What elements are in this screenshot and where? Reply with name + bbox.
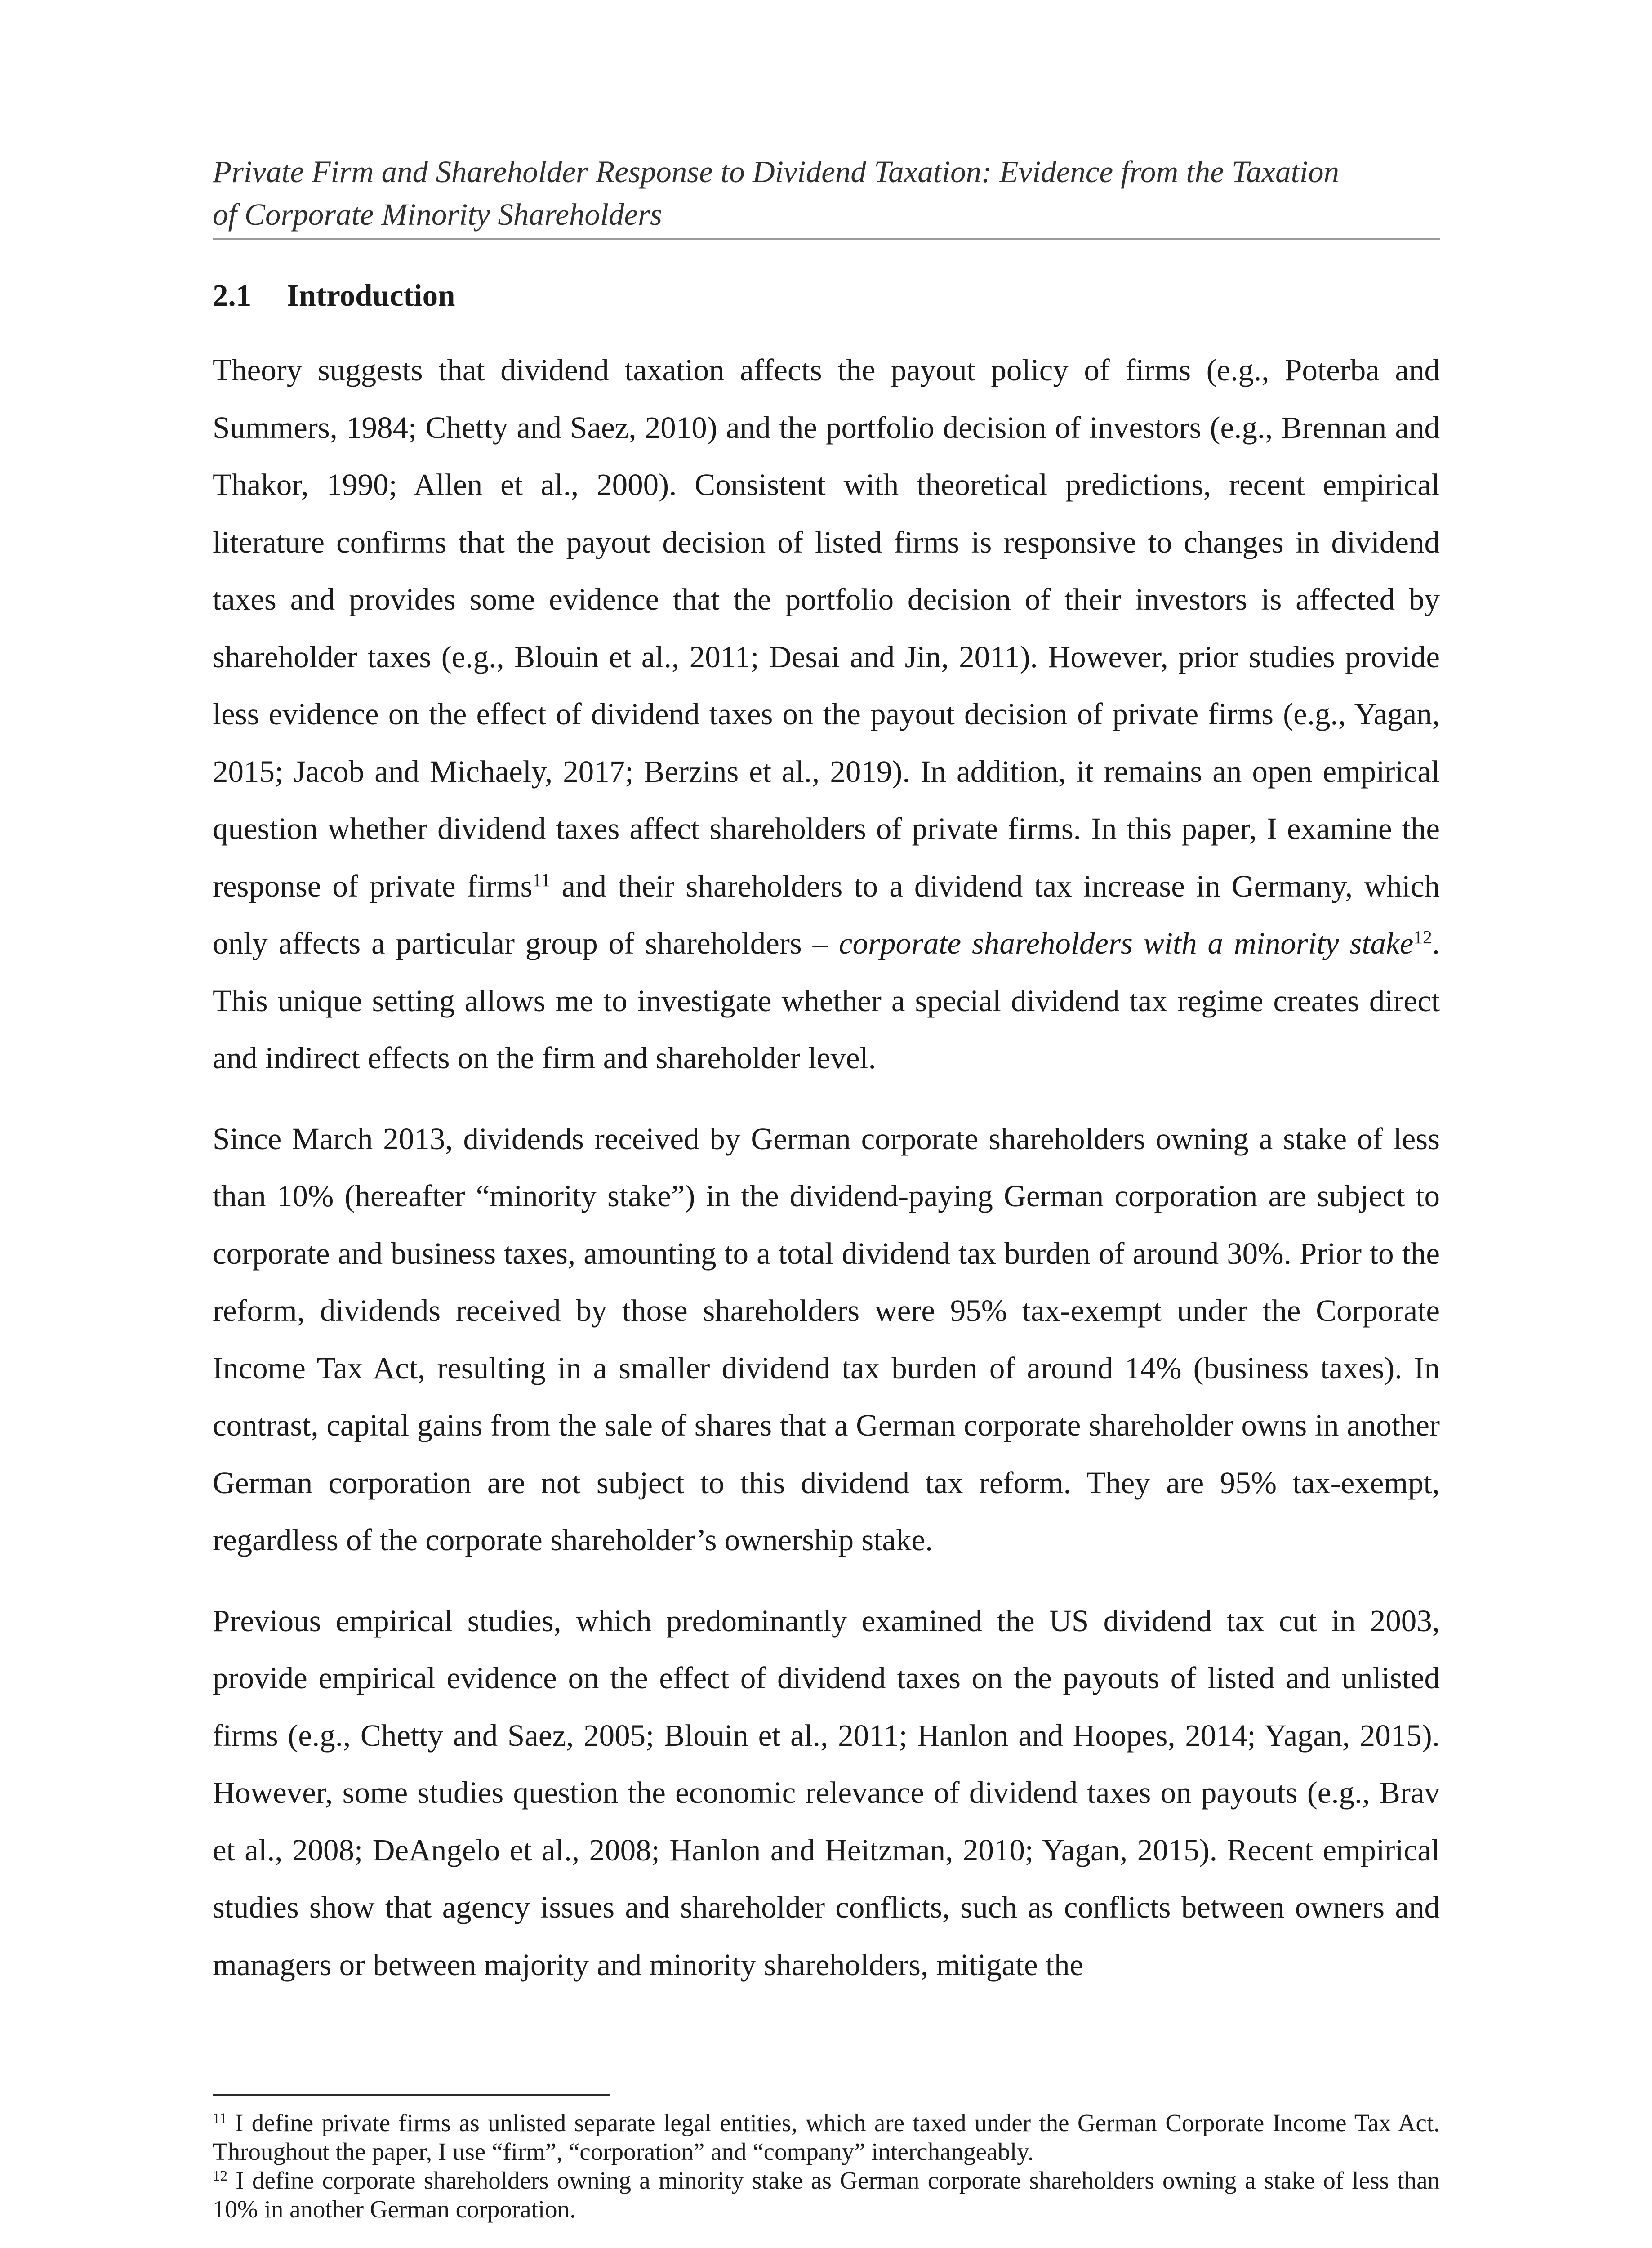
section-title: Introduction xyxy=(287,278,455,312)
paragraph-1-part-c: . This unique setting allows me to investigate whether a special dividend tax regime creates direct and indirect effects on the firm and shareholder level. xyxy=(213,926,1440,1075)
running-header-line-1: Private Firm and Shareholder Response to Dividend Taxation: Evidence from the Taxation xyxy=(213,155,1340,189)
footnote-11 xyxy=(213,2109,1440,2166)
footnote-divider xyxy=(213,2094,610,2096)
footnote-11-text: I define private firms as unlisted separate legal entities, which are taxed under the German Corporate Income Tax Act. Throughout the paper, I use “firm”, “corporation” and “company” interchangeably. xyxy=(213,2109,1440,2165)
paragraph-3: Previous empirical studies, which predominantly examined the US dividend tax cut in 2003, provide empirical evidence on the effect of dividend taxes on the payouts of listed and unlisted firms (e.g., Chetty and Saez, 2005; Blouin et al., 2011; Hanlon and Hoopes, 2014; Yagan, 2015). However, some studies question the economic relevance of dividend taxes on payouts (e.g., Brav et al., 2008; DeAngelo et al., 2008; Hanlon and Heitzman, 2010; Yagan, 2015). Recent empirical studies show that agency issues and shareholder conflicts, such as conflicts between owners and managers or between majority and minority shareholders, mitigate the xyxy=(213,1603,1440,1982)
section-number: 2.1 xyxy=(213,278,252,312)
paragraph-1-part-b: and their shareholders to a dividend tax increase in Germany, which only affects a particular group of shareholders – xyxy=(213,869,1440,960)
footnote-12-text: I define corporate shareholders owning a minority stake as German corporate shareholders owning a stake of less than 10% in another German corporation. xyxy=(213,2167,1440,2223)
body-text xyxy=(213,342,1440,2017)
running-header xyxy=(213,151,1440,236)
paragraph-2: Since March 2013, dividends received by German corporate shareholders owning a stake of less than 10% (hereafter “minority stake”) in the dividend-paying German corporation are subject to corporate and business taxes, amounting to a total dividend tax burden of around 30%. Prior to the reform, dividends received by those shareholders were 95% tax-exempt under the Corporate Income Tax Act, resulting in a smaller dividend tax burden of around 14% (business taxes). In contrast, capital gains from the sale of shares that a German corporate shareholder owns in another German corporation are not subject to this dividend tax reform. They are 95% tax-exempt, regardless of the corporate shareholder’s ownership stake. xyxy=(213,1121,1440,1557)
footnote-mark-11: 11 xyxy=(213,2110,227,2127)
footnotes xyxy=(213,2109,1440,2224)
paragraph-1-italic-term: corporate shareholders with a minority stake xyxy=(839,926,1414,960)
running-header-line-2: of Corporate Minority Shareholders xyxy=(213,197,662,232)
section-heading xyxy=(213,275,455,316)
paragraph-1 xyxy=(213,342,1440,1087)
header-divider xyxy=(213,238,1440,240)
footnote-12 xyxy=(213,2166,1440,2224)
footnote-ref-11[interactable]: 11 xyxy=(532,869,551,890)
footnote-mark-12: 12 xyxy=(213,2168,227,2184)
paragraph-1-part-a: Theory suggests that dividend taxation affects the payout policy of firms (e.g., Poterba and Summers, 1984; Chetty and Saez, 2010) and the portfolio decision of investors (e.g., Brennan and Thakor, 1990; Allen et al., 2000). Consistent with theoretical predictions, recent empirical literature confirms that the payout decision of listed firms is responsive to changes in dividend taxes and provides some evidence that the portfolio decision of their investors is affected by shareholder taxes (e.g., Blouin et al., 2011; Desai and Jin, 2011). However, prior studies provide less evidence on the effect of dividend taxes on the payout decision of private firms (e.g., Yagan, 2015; Jacob and Michaely, 2017; Berzins et al., 2019). In addition, it remains an open empirical question whether dividend taxes affect shareholders of private firms. In this paper, I examine the response of private firms xyxy=(213,353,1440,903)
footnote-ref-12[interactable]: 12 xyxy=(1413,927,1432,948)
